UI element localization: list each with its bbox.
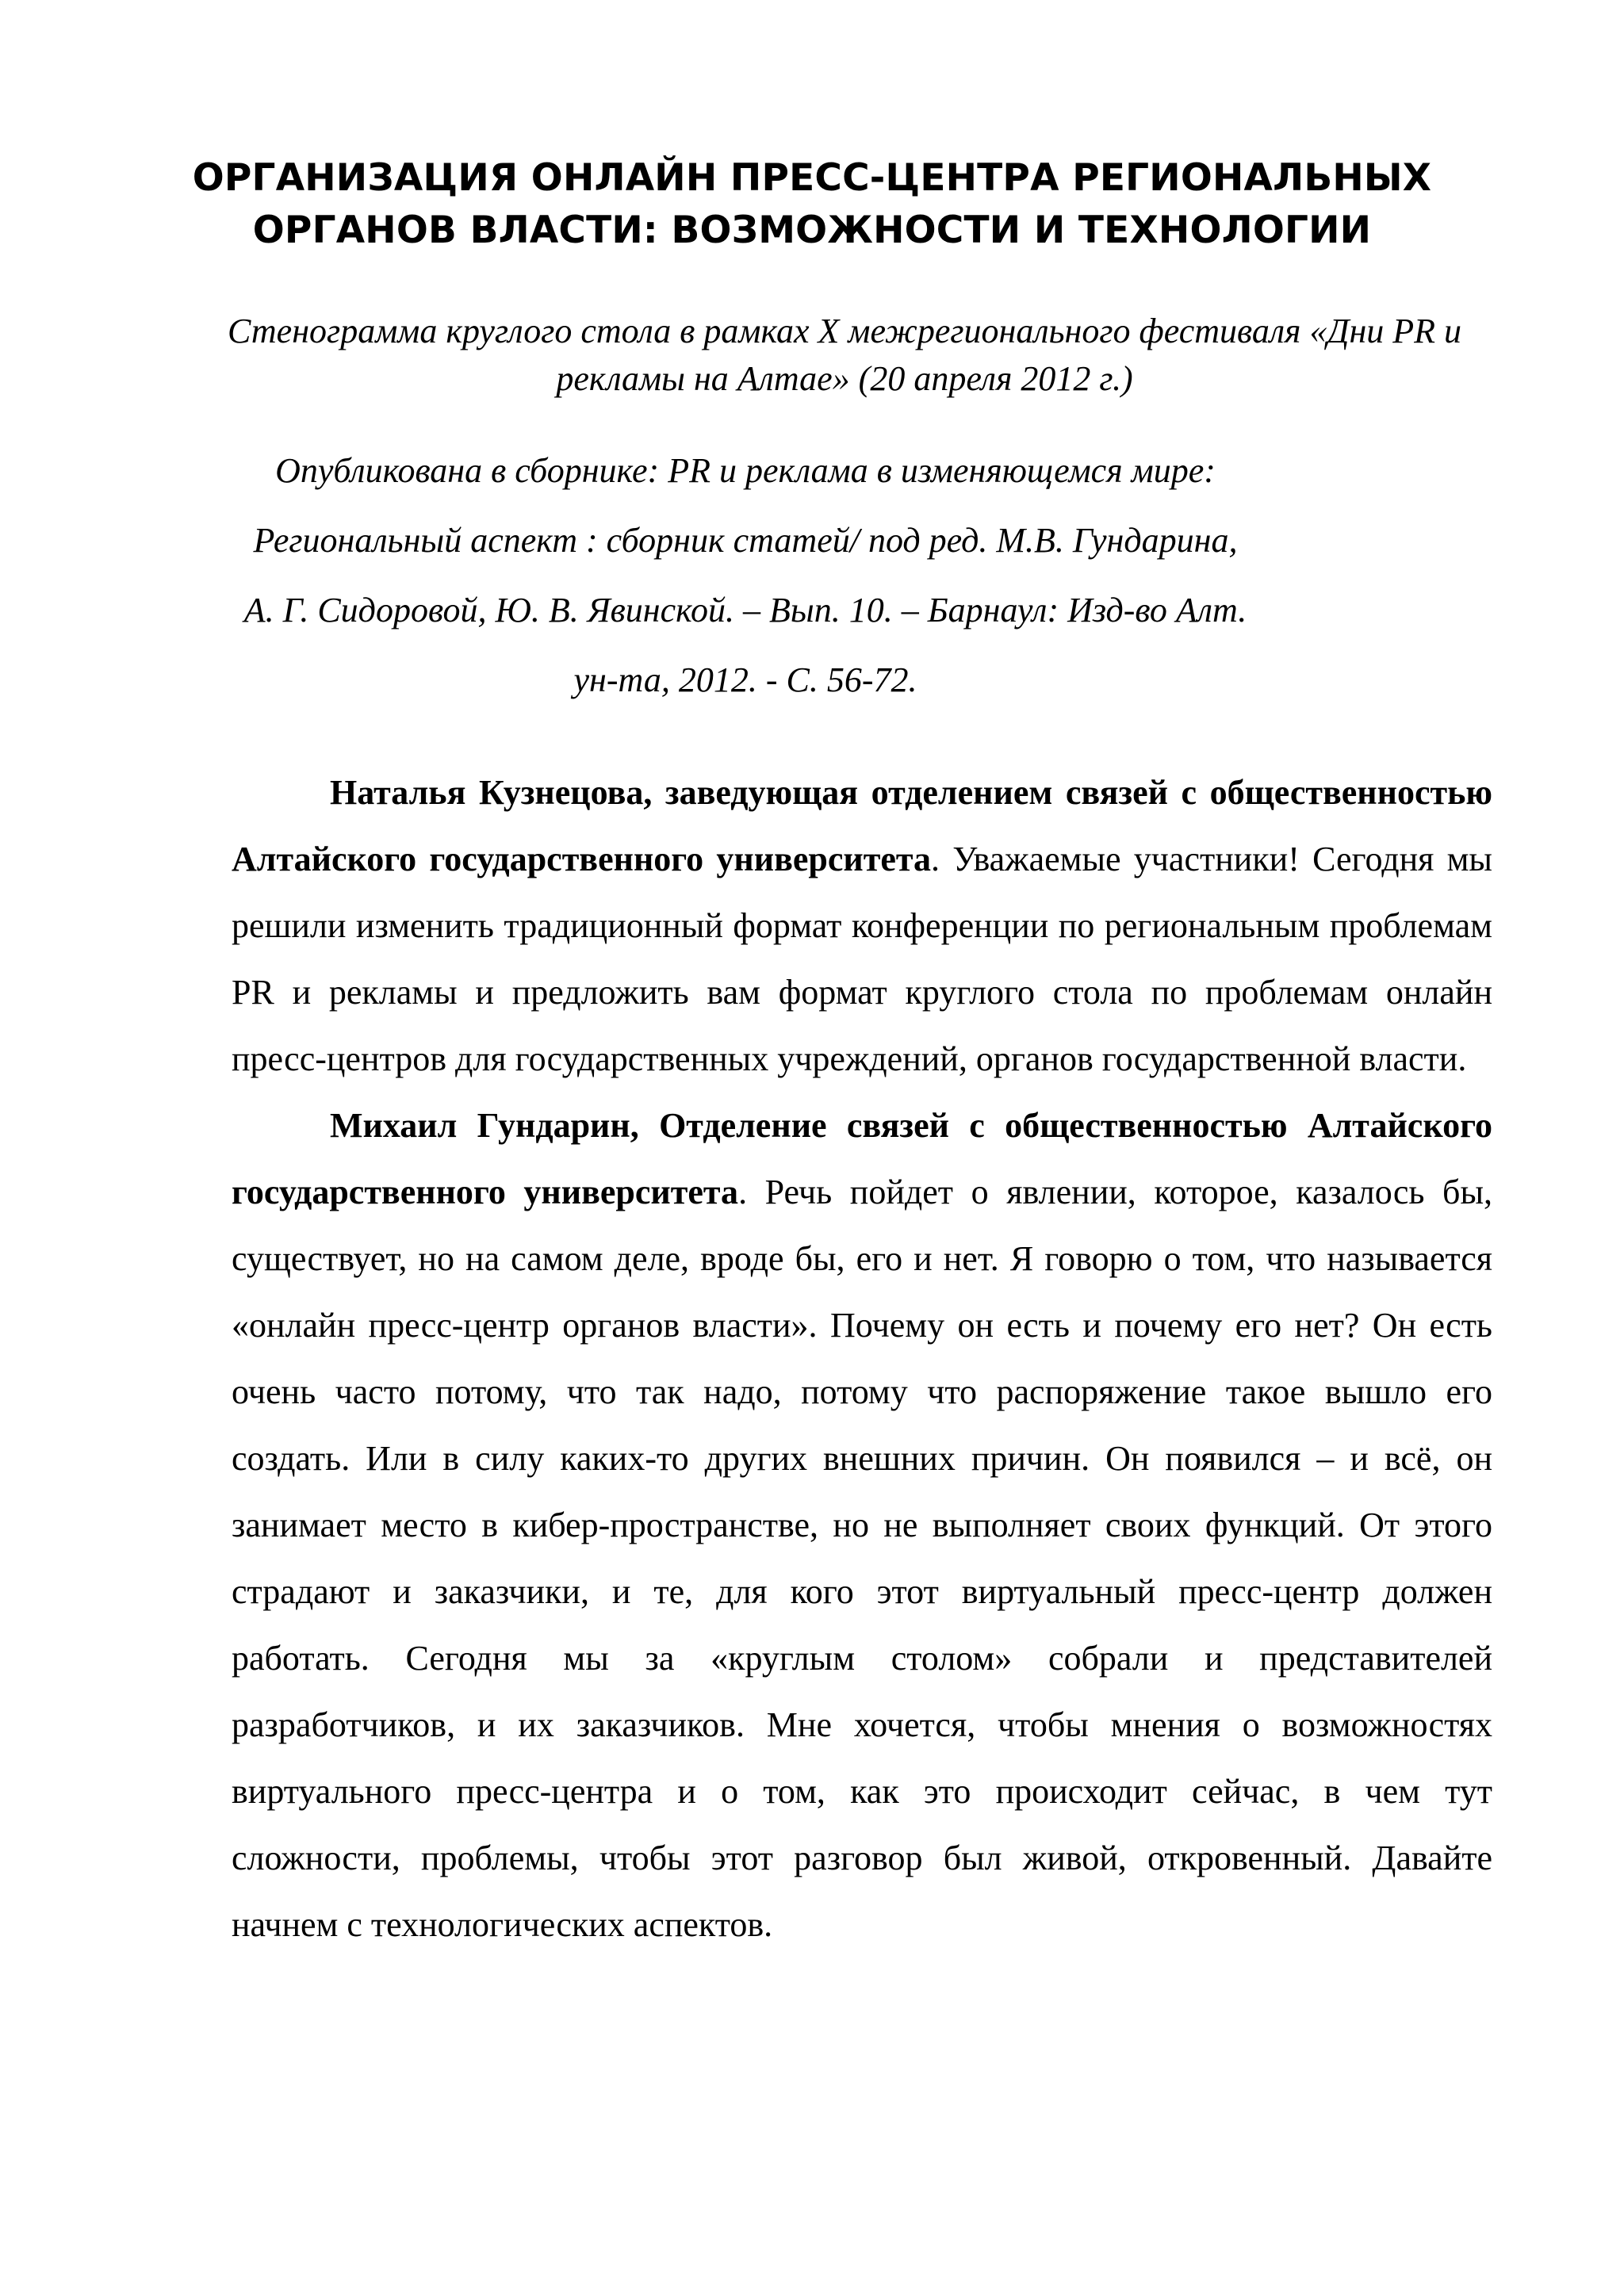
- speaker-name: Михаил Гундарин, Отделение связей с общественностью Алтайского государственного университета: [232, 1106, 1492, 1211]
- speaker-name: Наталья Кузнецова, заведующая отделением связей с общественностью Алтайского государственного университета: [232, 773, 1492, 878]
- paragraph-kuznetsova: [232, 760, 1492, 1093]
- publication-line-2: Региональный аспект : сборник статей/ под ред. М.В. Гундарина,: [253, 521, 1238, 560]
- publication-line-4: ун-та, 2012. - С. 56-72.: [573, 660, 917, 699]
- title-line-2: ОРГАНОВ ВЛАСТИ: ВОЗМОЖНОСТИ И ТЕХНОЛОГИИ: [252, 209, 1372, 252]
- paragraph-gundarin: [232, 1093, 1492, 1958]
- document-title: [143, 152, 1481, 257]
- paragraph-text: . Уважаемые участники! Сегодня мы решили изменить традиционный формат конференции по региональным проблемам PR и рекламы и предложить вам формат круглого стола по проблемам онлайн пресс-центров для государственных учреждений, органов государственной власти.: [232, 840, 1492, 1078]
- publication-info: [159, 436, 1332, 715]
- publication-line-3: А. Г. Сидоровой, Ю. В. Явинской. – Вып. 10. – Барнаул: Изд-во Алт.: [243, 591, 1247, 629]
- transcript-subtitle: Стенограмма круглого стола в рамках X межрегионального фестиваля «Дни PR и рекламы на Алтае» (20 апреля 2012 г.): [227, 312, 1462, 398]
- paragraph-text: . Речь пойдет о явлении, которое, казалось бы, существует, но на самом деле, вроде бы, его и нет. Я говорю о том, что называется «онлайн пресс-центр органов власти». Почему он есть и почему его нет? Он есть очень часто потому, что так надо, потому что распоряжение такое вышло его создать. Или в силу каких-то других внешних причин. Он появился – и всё, он занимает место в кибер-пространстве, но не выполняет своих функций. От этого страдают и заказчики, и те, для кого этот виртуальный пресс-центр должен работать. Сегодня мы за «круглым столом» собрали и представителей разработчиков, и их заказчиков. Мне хочется, чтобы мнения о возможностях виртуального пресс-центра и о том, как это происходит сейчас, в чем тут сложности, проблемы, чтобы этот разговор был живой, откровенный. Давайте начнем с технологических аспектов.: [232, 1173, 1493, 1944]
- transcript-body: [232, 760, 1492, 1958]
- publication-line-1: Опубликована в сборнике: PR и реклама в изменяющемся мире:: [275, 451, 1216, 490]
- title-line-1: ОРГАНИЗАЦИЯ ОНЛАЙН ПРЕСС-ЦЕНТРА РЕГИОНАЛЬНЫХ: [192, 156, 1432, 200]
